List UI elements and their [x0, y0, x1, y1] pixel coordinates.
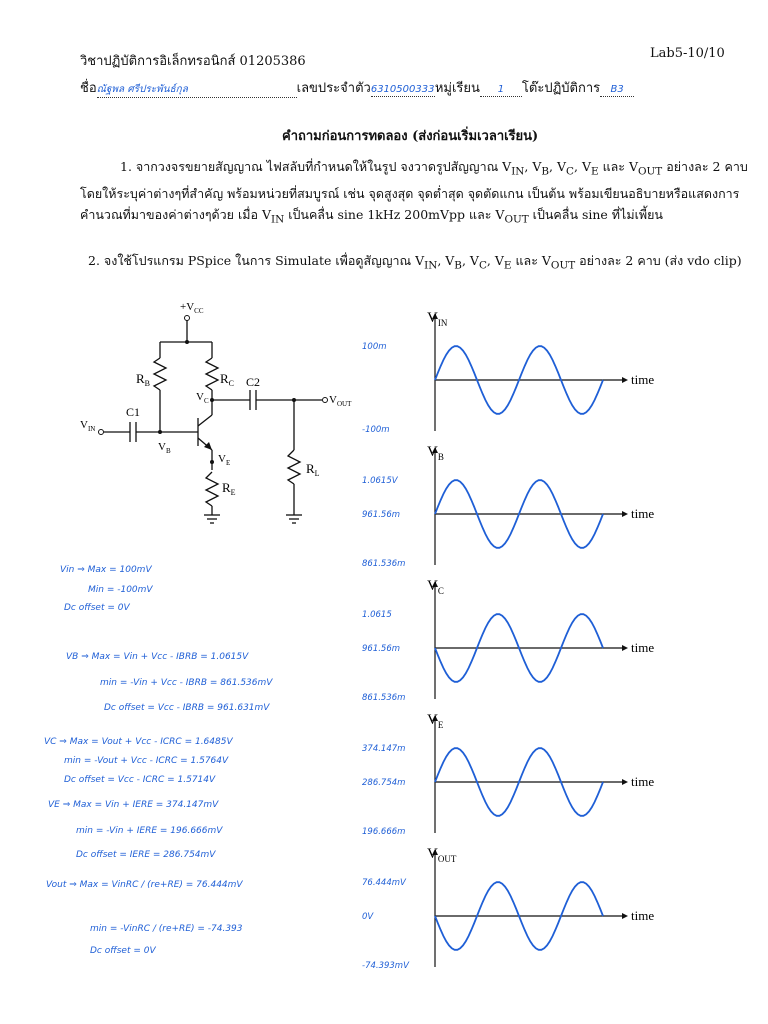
svg-text:RB: $R_B$ — [136, 371, 151, 388]
group-value: 1 — [497, 84, 505, 95]
id-label: เลขประจำตัว — [296, 81, 371, 96]
calc-line-1: Min = -100mV — [88, 585, 153, 595]
calc-line-2: Dc offset = 0V — [64, 603, 130, 613]
calc-line-3: VB ⇒ Max = Vin + Vcc - IBRB = 1.0615V — [66, 652, 249, 662]
min-value-label: -74.393mV — [362, 961, 409, 971]
rb-label: R — [136, 371, 145, 386]
id-value: 6310500333 — [370, 84, 435, 95]
name-label: ชื่อ — [80, 81, 97, 96]
offset-value-label: 961.56m — [362, 644, 401, 654]
calc-line-7: min = -Vout + Vcc - ICRC = 1.5764V — [64, 756, 229, 766]
course-title: วิชาปฏิบัติการอิเล็กทรอนิกส์ 01205386 — [80, 54, 306, 69]
vout-label: V — [329, 394, 337, 406]
svg-text:VE: $V_E$ — [218, 453, 231, 467]
section-title: คำถามก่อนการทดลอง (ส่งก่อนเริ่มเวลาเรียน) — [282, 129, 539, 144]
svg-text:RC: $R_C$ — [220, 371, 235, 388]
vin-label: V — [80, 419, 88, 431]
student-info-line — [80, 77, 640, 98]
time-label: time — [631, 372, 655, 387]
calc-line-12: Vout ⇒ Max = VinRC / (re+RE) = 76.444mV — [46, 880, 243, 890]
x-axis-arrow — [622, 645, 628, 651]
table-label: โต๊ะปฏิบัติการ — [521, 81, 601, 96]
min-value-label: 861.536m — [362, 693, 406, 703]
calc-line-4: min = -Vin + Vcc - IBRB = 861.536mV — [100, 678, 273, 688]
table-value: B3 — [610, 84, 624, 95]
offset-value-label: 961.56m — [362, 510, 401, 520]
waveform-panel — [360, 305, 680, 995]
calc-line-6: VC ⇒ Max = Vout + Vcc - ICRC = 1.6485V — [44, 737, 233, 747]
ve-label: V — [218, 453, 226, 465]
svg-text:RL: $R_L$ — [306, 461, 320, 478]
calc-line-14: Dc offset = 0V — [90, 946, 156, 956]
max-value-label: 374.147m — [362, 744, 406, 754]
time-label: time — [631, 640, 655, 655]
name-value: ณัฐพล ศรีประพันธ์กุล — [96, 84, 188, 95]
c1-label: C1 — [126, 405, 141, 419]
waveform-title: $V_B$ — [427, 444, 444, 462]
min-value-label: 196.666m — [362, 827, 406, 837]
re-label: R — [222, 480, 231, 495]
x-axis-arrow — [622, 377, 628, 383]
x-axis-arrow — [622, 913, 628, 919]
time-label: time — [631, 506, 655, 521]
svg-text:VC: $V_C$ — [196, 391, 209, 405]
x-axis-arrow — [622, 511, 628, 517]
max-value-label: 100m — [362, 342, 387, 352]
waveform-title: $V_C$ — [427, 578, 444, 596]
calc-line-8: Dc offset = Vcc - ICRC = 1.5714V — [64, 775, 216, 785]
svg-text:VOUT: $V_{OUT}$ — [329, 394, 352, 408]
group-label: หมู่เรียน — [434, 81, 480, 96]
max-value-label: 1.0615V — [362, 476, 398, 486]
calc-line-10: min = -Vin + IERE = 196.666mV — [76, 826, 223, 836]
vcc-label: +V — [180, 301, 195, 313]
time-label: time — [631, 774, 655, 789]
x-axis-arrow — [622, 779, 628, 785]
calc-line-0: Vin ⇒ Max = 100mV — [60, 565, 152, 575]
vc-label: V — [196, 391, 204, 403]
max-value-label: 1.0615 — [362, 610, 392, 620]
calc-line-11: Dc offset = IERE = 286.754mV — [76, 850, 216, 860]
rl-label: R — [306, 461, 315, 476]
svg-text:VIN: $V_{IN}$ — [80, 419, 96, 433]
question-2: 2. จงใช้โปรแกรม PSpice ในการ Simulate เพื่อดูสัญญาณ $V_{IN}$, $V_B$, $V_C$, $V_E$ และ $V_{OUT}$ อย่างละ 2 คาบ (ส่ง vdo clip) — [88, 253, 742, 272]
calc-line-5: Dc offset = Vcc - IBRB = 961.631mV — [104, 703, 270, 713]
min-value-label: 861.536m — [362, 559, 406, 569]
rc-label: R — [220, 371, 229, 386]
calc-line-9: VE ⇒ Max = Vin + IERE = 374.147mV — [48, 800, 219, 810]
vb-label: V — [158, 441, 166, 453]
waveform-title: $V_E$ — [427, 712, 444, 730]
calc-line-13: min = -VinRC / (re+RE) = -74.393 — [90, 924, 243, 934]
max-value-label: 76.444mV — [362, 878, 406, 888]
amplifier-circuit — [70, 290, 370, 535]
question-1: 1. จากวงจรขยายสัญญาณ ไฟสลับที่กำหนดให้ในรูป จงวาดรูปสัญญาณ $V_{IN}$, $V_B$, $V_C$, $V_E$ และ $V_{OUT}$ อย่างละ 2 คาบ โดยให้ระบุค่าต่างๆที่สำคัญ พร้อมหน่วยที่สมบูรณ์ เช่น จุดสูงสุด จุดต่ำสุด จุดตัดแกน เป็นต้น พร้อมเขียนอธิบายหรือแสดงการ คำนวณที่มาของค่าต่างๆด้วย เมื่อ $V_{IN}$ เป็นคลื่น sine 1kHz 200mVpp และ $V_{OUT}$ เป็นคลื่น sine ที่ไม่เพี้ยน — [80, 159, 748, 225]
c2-label: C2 — [246, 375, 261, 389]
offset-value-label: 286.754m — [362, 778, 406, 788]
svg-text:VB: $V_B$ — [158, 441, 171, 455]
lab-ref: Lab5-10/10 — [650, 46, 725, 61]
min-value-label: -100m — [362, 425, 390, 435]
svg-text:RE: $R_E$ — [222, 480, 236, 497]
waveform-title: $V_{OUT}$ — [427, 846, 457, 864]
waveform-title: $V_{IN}$ — [427, 310, 448, 328]
svg-text:+VCC: $+V_{CC}$ — [180, 301, 204, 315]
offset-value-label: 0V — [362, 912, 374, 922]
time-label: time — [631, 908, 655, 923]
